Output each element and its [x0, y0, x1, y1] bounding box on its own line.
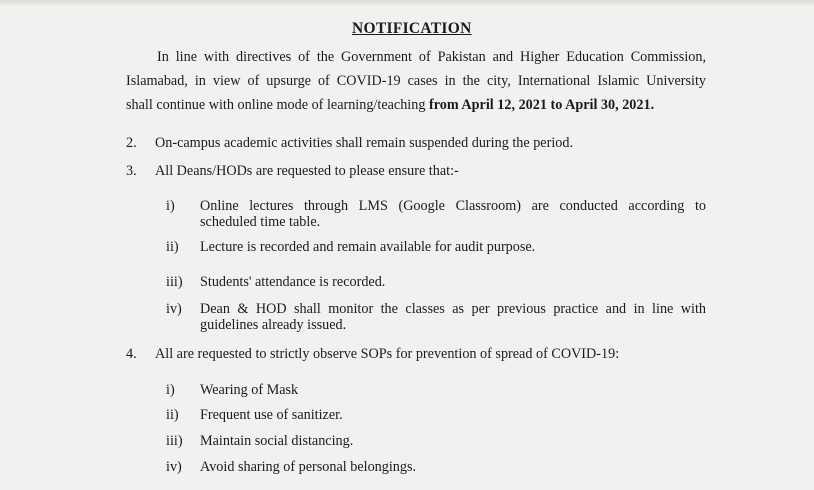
date-range: from April 12, 2021 to April 30, 2021. — [428, 97, 655, 113]
item-3-sub-2-number: ii) — [166, 239, 179, 255]
item-4-sub-2-text: Frequent use of sanitizer. — [200, 407, 343, 423]
item-4-sub-4-text: Avoid sharing of personal belongings. — [200, 459, 417, 475]
item-4-sub-1-text: Wearing of Mask — [200, 382, 299, 398]
intro-line-3-text: shall continue with online mode of learning/teaching — [126, 97, 429, 113]
item-4-number: 4. — [126, 346, 137, 362]
top-edge-shadow — [0, 0, 814, 6]
item-3-sub-2-text: Lecture is recorded and remain available for audit purpose. — [200, 239, 536, 255]
item-4-sub-3-number: iii) — [166, 433, 183, 449]
item-3-sub-1-line-2: scheduled time table. — [200, 214, 321, 230]
item-2-text: On-campus academic activities shall remain suspended during the period. — [155, 135, 574, 151]
intro-line-2: Islamabad, in view of upsurge of COVID-19 cases in the city, International Islamic University — [126, 73, 706, 89]
notification-title: NOTIFICATION — [352, 20, 472, 37]
item-3-sub-4-line-1: Dean & HOD shall monitor the classes as per previous practice and in line with — [200, 301, 706, 317]
item-3-sub-4-number: iv) — [166, 301, 182, 317]
item-3-number: 3. — [126, 163, 137, 179]
item-3-sub-4-line-2: guidelines already issued. — [200, 317, 347, 333]
intro-line-1: In line with directives of the Government of Pakistan and Higher Education Commission, — [157, 49, 706, 65]
item-4-sub-1-number: i) — [166, 382, 175, 398]
item-4-text: All are requested to strictly observe SOPs for prevention of spread of COVID-19: — [155, 346, 620, 362]
item-4-sub-4-number: iv) — [166, 459, 182, 475]
intro-line-3 — [126, 97, 654, 114]
item-4-sub-3-text: Maintain social distancing. — [200, 433, 354, 449]
item-3-sub-1-number: i) — [166, 198, 175, 214]
item-3-sub-3-text: Students' attendance is recorded. — [200, 274, 386, 290]
item-3-sub-1-line-1: Online lectures through LMS (Google Classroom) are conducted according to — [200, 198, 706, 214]
item-3-text: All Deans/HODs are requested to please ensure that:- — [155, 163, 459, 179]
item-3-sub-3-number: iii) — [166, 274, 183, 290]
item-4-sub-2-number: ii) — [166, 407, 179, 423]
item-2-number: 2. — [126, 135, 137, 151]
